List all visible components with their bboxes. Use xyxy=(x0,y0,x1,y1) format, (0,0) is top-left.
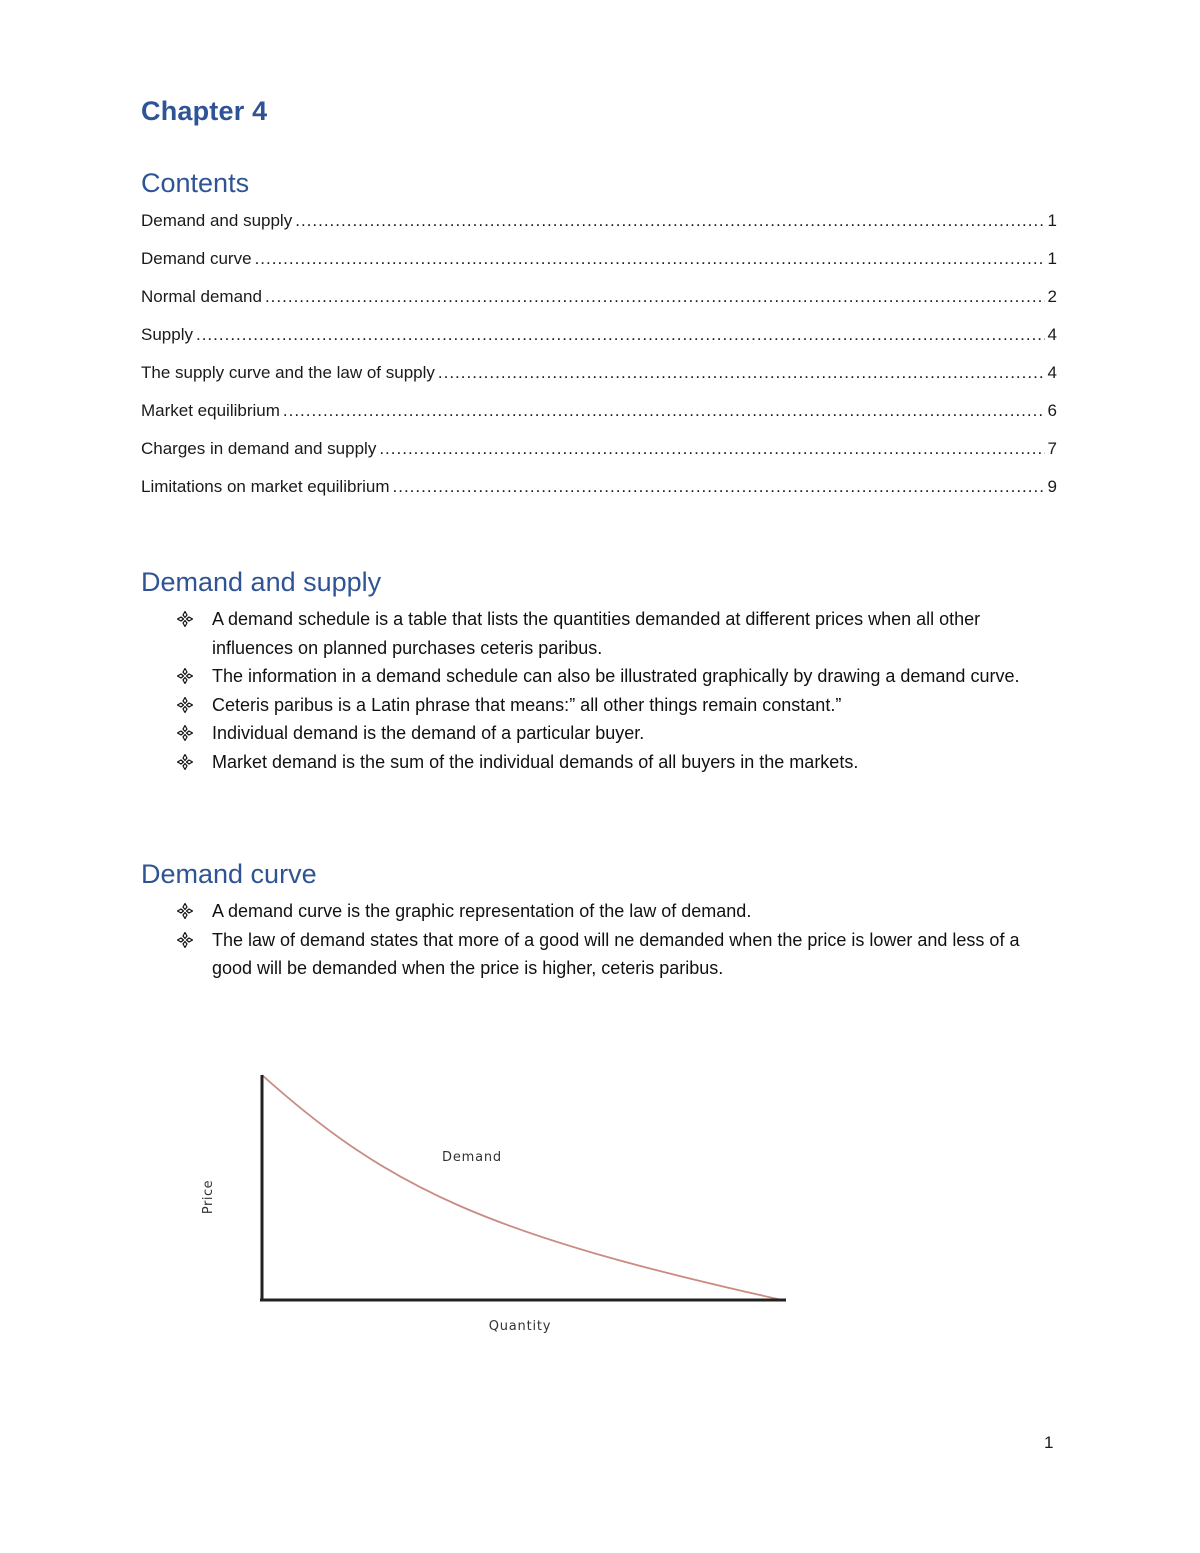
toc-entry-page: 4 xyxy=(1047,325,1057,344)
toc-entry-text: Normal demand xyxy=(141,287,262,306)
demand-curve-line xyxy=(262,1075,782,1300)
bullet-text: A demand schedule is a table that lists the quantities demanded at different prices when all other influences on planned purchases ceteris paribus. xyxy=(212,609,981,658)
bullet-item xyxy=(141,719,1041,748)
bullet-text: Individual demand is the demand of a particular buyer. xyxy=(212,723,645,743)
toc-entry[interactable] xyxy=(141,322,1057,360)
curve-label: Demand xyxy=(442,1150,502,1165)
toc-leader-dots xyxy=(283,398,1045,424)
toc-entry-page: 7 xyxy=(1047,439,1057,458)
bullet-item xyxy=(141,897,1041,926)
bullet-item xyxy=(141,748,1041,777)
toc-leader-dots xyxy=(393,474,1045,500)
bullet-item xyxy=(141,926,1041,983)
toc-entry-text: The supply curve and the law of supply xyxy=(141,363,435,382)
table-of-contents xyxy=(141,208,1057,512)
toc-entry-page: 9 xyxy=(1047,477,1057,496)
four-diamond-bullet-icon xyxy=(177,932,193,948)
bullet-text: Market demand is the sum of the individual demands of all buyers in the markets. xyxy=(212,751,859,772)
toc-entry[interactable] xyxy=(141,436,1057,474)
bullet-list xyxy=(141,897,1041,983)
toc-entry-text: Demand curve xyxy=(141,249,252,268)
toc-entry-page: 1 xyxy=(1047,249,1057,268)
toc-entry[interactable] xyxy=(141,246,1057,284)
toc-entry[interactable] xyxy=(141,398,1057,436)
four-diamond-bullet-icon xyxy=(177,668,193,684)
toc-entry[interactable] xyxy=(141,208,1057,246)
bullet-item xyxy=(141,662,1041,691)
toc-leader-dots xyxy=(295,208,1044,234)
bullet-list xyxy=(141,605,1041,776)
four-diamond-bullet-icon xyxy=(177,903,193,919)
toc-entry-page: 2 xyxy=(1047,287,1057,306)
chapter-title: Chapter 4 xyxy=(141,96,268,126)
toc-leader-dots xyxy=(196,322,1045,348)
toc-entry[interactable] xyxy=(141,474,1057,512)
bullet-text: The law of demand states that more of a good will ne demanded when the price is lower and less of a good will be demanded when the price is higher, ceteris paribus. xyxy=(212,929,1020,978)
demand-curve-chart xyxy=(190,1060,810,1350)
toc-heading: Contents xyxy=(141,168,250,198)
toc-entry-page: 1 xyxy=(1047,211,1057,230)
four-diamond-bullet-icon xyxy=(177,725,193,741)
toc-entry-text: Limitations on market equilibrium xyxy=(141,477,390,496)
x-axis-label: Quantity xyxy=(488,1319,552,1334)
section-heading-demand-and-supply: Demand and supply xyxy=(141,567,382,597)
toc-entry[interactable] xyxy=(141,360,1057,398)
bullet-text: A demand curve is the graphic representation of the law of demand. xyxy=(212,901,752,921)
toc-leader-dots xyxy=(255,246,1045,272)
y-axis-label: Price xyxy=(201,1179,216,1215)
toc-leader-dots xyxy=(379,436,1044,462)
bullet-item xyxy=(141,691,1041,720)
toc-leader-dots xyxy=(265,284,1045,310)
section-heading-demand-curve: Demand curve xyxy=(141,859,317,889)
toc-leader-dots xyxy=(438,360,1045,386)
bullet-item xyxy=(141,605,1041,662)
bullet-text: Ceteris paribus is a Latin phrase that means:” all other things remain constant.” xyxy=(212,694,842,715)
four-diamond-bullet-icon xyxy=(177,697,193,713)
toc-entry-text: Demand and supply xyxy=(141,211,293,230)
toc-entry-text: Market equilibrium xyxy=(141,401,280,420)
page-number: 1 xyxy=(1044,1433,1054,1452)
four-diamond-bullet-icon xyxy=(177,754,193,770)
toc-entry-page: 4 xyxy=(1047,363,1057,382)
bullet-text: The information in a demand schedule can also be illustrated graphically by drawing a demand curve. xyxy=(212,666,1020,686)
toc-entry-page: 6 xyxy=(1047,401,1057,420)
toc-entry-text: Charges in demand and supply xyxy=(141,439,377,458)
four-diamond-bullet-icon xyxy=(177,611,193,627)
toc-entry-text: Supply xyxy=(141,325,193,344)
toc-entry[interactable] xyxy=(141,284,1057,322)
